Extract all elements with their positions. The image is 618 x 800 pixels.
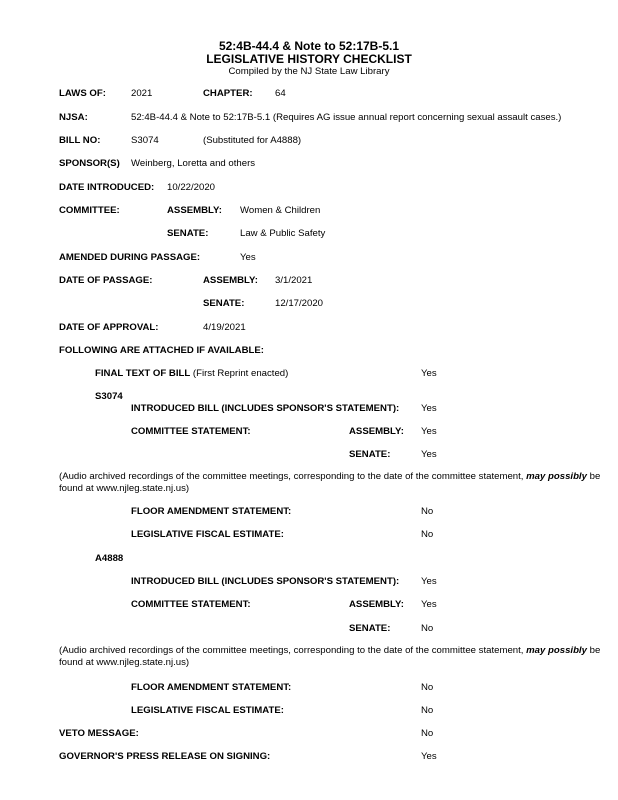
veto-value: No <box>421 728 434 739</box>
audio-note-link-text: be found at www.njleg.state.nj.us) <box>59 471 601 495</box>
s3074-committee-label: COMMITTEE STATEMENT: <box>131 426 251 437</box>
njsa-value: 52:4B-44.4 & Note to 52:17B-5.1 (Requires AG issue annual report concerning sexual assault cases.) <box>131 112 562 123</box>
s3074-assembly-value: Yes <box>421 426 437 437</box>
audio-note-text: (Audio archived recordings of the committee meetings, corresponding to the date of the committee statement, <box>59 645 527 656</box>
njsa-label: NJSA: <box>59 112 88 123</box>
compiled-by: Compiled by the NJ State Law Library <box>228 66 390 77</box>
a4888-assembly-value: Yes <box>421 599 437 610</box>
a4888-fiscal-value: No <box>421 705 434 716</box>
chapter-value: 64 <box>275 88 286 99</box>
audio-note-link-text: be found at www.njleg.state.nj.us) <box>59 645 601 669</box>
s3074-floor-label: FLOOR AMENDMENT STATEMENT: <box>131 506 292 517</box>
a4888-floor-label: FLOOR AMENDMENT STATEMENT: <box>131 682 292 693</box>
s3074-floor-value: No <box>421 506 434 517</box>
passage-assembly-value: 3/1/2021 <box>275 275 313 286</box>
final-text-note: (First Reprint enacted) <box>192 368 289 379</box>
final-text-row <box>95 368 288 379</box>
s3074-introduced-label: INTRODUCED BILL (INCLUDES SPONSOR'S STATEMENT): <box>131 403 400 414</box>
a4888-introduced-label: INTRODUCED BILL (INCLUDES SPONSOR'S STATEMENT): <box>131 576 400 587</box>
a4888-audio-note <box>59 645 604 670</box>
s3074-heading: S3074 <box>95 391 123 402</box>
committee-assembly-value: Women & Children <box>240 205 321 216</box>
s3074-assembly-label: ASSEMBLY: <box>349 426 404 437</box>
s3074-senate-label: SENATE: <box>349 449 391 460</box>
veto-label: VETO MESSAGE: <box>59 728 139 739</box>
audio-note-emphasis: may possibly <box>526 471 587 482</box>
laws-of-value: 2021 <box>131 88 153 99</box>
date-of-approval-label: DATE OF APPROVAL: <box>59 322 159 333</box>
amended-label: AMENDED DURING PASSAGE: <box>59 252 201 263</box>
committee-senate-label: SENATE: <box>167 228 209 239</box>
committee-label: COMMITTEE: <box>59 205 120 216</box>
press-release-label: GOVERNOR'S PRESS RELEASE ON SIGNING: <box>59 751 271 762</box>
audio-note-emphasis: may possibly <box>526 645 587 656</box>
passage-senate-value: 12/17/2020 <box>275 298 324 309</box>
press-release-value: Yes <box>421 751 437 762</box>
s3074-fiscal-label: LEGISLATIVE FISCAL ESTIMATE: <box>131 529 284 540</box>
date-of-passage-label: DATE OF PASSAGE: <box>59 275 153 286</box>
s3074-senate-value: Yes <box>421 449 437 460</box>
date-of-approval-value: 4/19/2021 <box>203 322 246 333</box>
a4888-fiscal-label: LEGISLATIVE FISCAL ESTIMATE: <box>131 705 284 716</box>
amended-value: Yes <box>240 252 256 263</box>
date-introduced-label: DATE INTRODUCED: <box>59 182 155 193</box>
document-title: 52:4B-44.4 & Note to 52:17B-5.1 <box>218 39 400 53</box>
a4888-senate-label: SENATE: <box>349 623 391 634</box>
final-text-label: FINAL TEXT OF BILL <box>95 368 191 379</box>
committee-senate-value: Law & Public Safety <box>240 228 326 239</box>
document-subtitle: LEGISLATIVE HISTORY CHECKLIST <box>206 52 412 66</box>
chapter-label: CHAPTER: <box>203 88 253 99</box>
sponsors-label: SPONSOR(S) <box>59 158 120 169</box>
a4888-assembly-label: ASSEMBLY: <box>349 599 404 610</box>
bill-no-label: BILL NO: <box>59 135 101 146</box>
final-text-value: Yes <box>421 368 437 379</box>
passage-assembly-label: ASSEMBLY: <box>203 275 258 286</box>
committee-assembly-label: ASSEMBLY: <box>167 205 222 216</box>
sponsors-value: Weinberg, Loretta and others <box>131 158 256 169</box>
date-introduced-value: 10/22/2020 <box>167 182 216 193</box>
a4888-introduced-value: Yes <box>421 576 437 587</box>
s3074-fiscal-value: No <box>421 529 434 540</box>
s3074-audio-note <box>59 471 604 496</box>
laws-of-label: LAWS OF: <box>59 88 106 99</box>
a4888-heading: A4888 <box>95 553 124 564</box>
a4888-floor-value: No <box>421 682 434 693</box>
audio-note-text: (Audio archived recordings of the committee meetings, corresponding to the date of the committee statement, <box>59 471 527 482</box>
bill-no-note: (Substituted for A4888) <box>203 135 302 146</box>
a4888-senate-value: No <box>421 623 434 634</box>
a4888-committee-label: COMMITTEE STATEMENT: <box>131 599 251 610</box>
bill-no-value: S3074 <box>131 135 159 146</box>
s3074-introduced-value: Yes <box>421 403 437 414</box>
attached-heading: FOLLOWING ARE ATTACHED IF AVAILABLE: <box>59 345 264 356</box>
passage-senate-label: SENATE: <box>203 298 245 309</box>
